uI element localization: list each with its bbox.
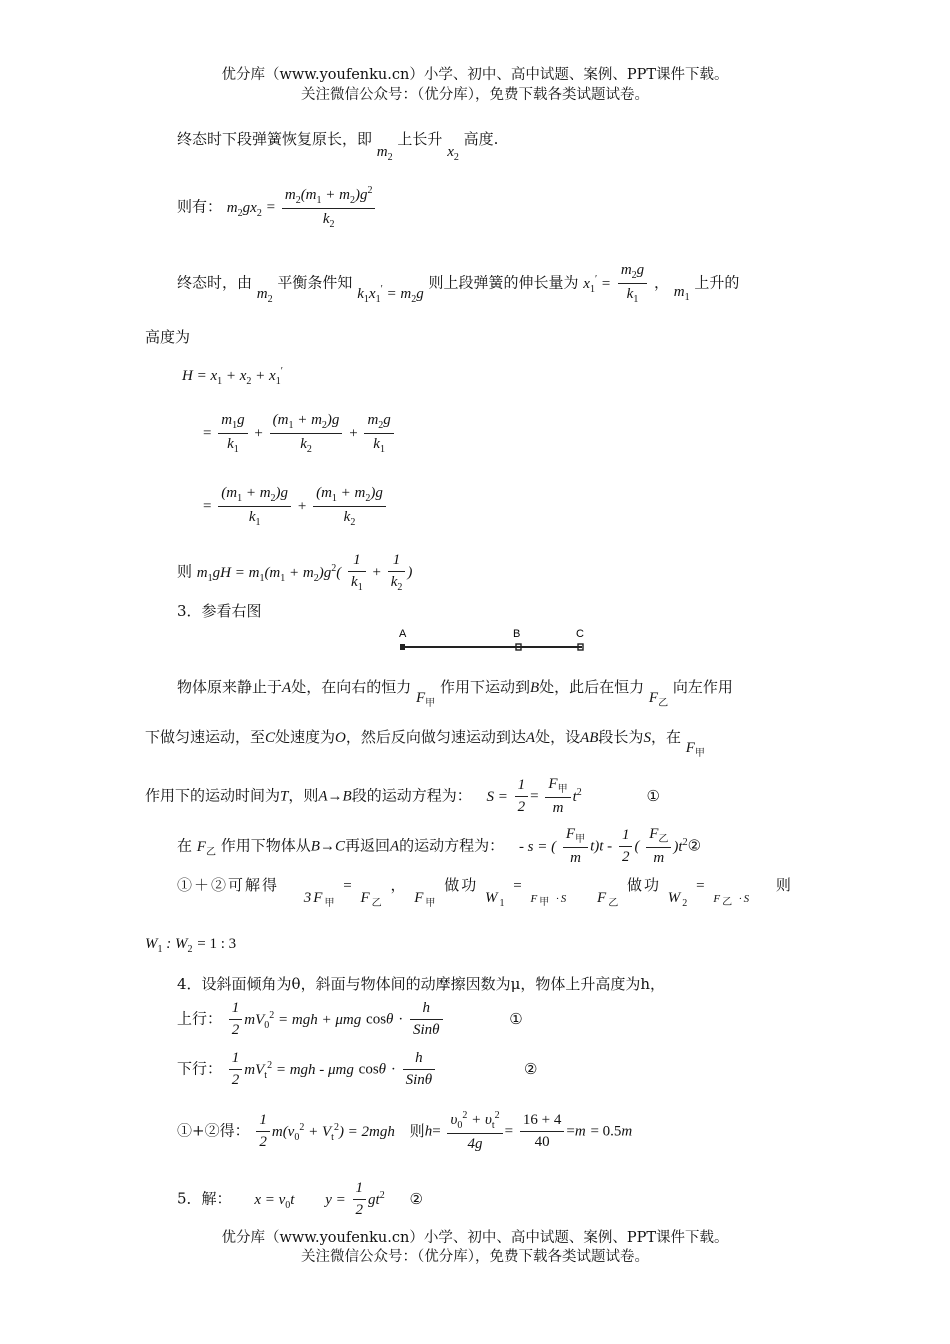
- page-footer-line1: 优分库（www.youfenku.cn）小学、初中、高中试题、案例、PPT课件下载。: [221, 1230, 729, 1246]
- page-header-line2: 关注微信公众号：（优分库），免费下载各类试题试卷。: [301, 87, 649, 103]
- equation-spring-lower: 则有： $m_2gx_2$ = $\frac{m_2(m_1 + m_2)g^2}{k_2}$: [177, 185, 377, 230]
- paragraph-height: 高度为: [145, 328, 191, 346]
- question-3-line5: ①＋②可解得 $3F_甲 = F_乙$ ， $F_甲$ 做功 $W_1 = _{F_甲 \cdot S}$ $F_乙$ 做功 $W_2 = _{F_乙 \cdot S}$ 则: [177, 876, 793, 909]
- equation-height-simplified: = $\frac{(m_1 + m_2)g}{k_1}$ + $\frac{(m_1 + m_2)g}{k_2}$: [203, 485, 388, 528]
- equation-height-sum: $H = x_1 + x_2 + x_1'$: [182, 366, 283, 387]
- point-a-marker: [400, 644, 405, 650]
- figure-label-b: B: [513, 628, 521, 640]
- equation-potential-energy: 则 $m_1gH = m_1(m_1 + m_2)g^2$( $\frac{1}{k_1}$ + $\frac{1}{k_2}$ ): [177, 552, 413, 593]
- page-header-line1: 优分库（www.youfenku.cn）小学、初中、高中试题、案例、PPT课件下载。: [221, 67, 729, 83]
- equation-work-ratio: $W_1$ : $W_2 = 1$ : 3: [145, 936, 237, 955]
- figure-label-c: C: [576, 628, 584, 640]
- question-3-line1: 物体原来静止于A处，在向右的恒力 $F_甲$ 作用下运动到B处，此后在恒力 $F_乙$ 向左作用: [177, 678, 733, 709]
- equation-upward: 上行： $\frac{1}{2}$ $mV_0^2$ = mgh + μmg cosθ · $\frac{h}{\text{Sinθ}}$ ①: [177, 1000, 523, 1038]
- equation-height-expanded: = $\frac{m_1g}{k_1}$ + $\frac{(m_1 + m_2)g}{k_2}$ + $\frac{m_2g}{k_1}$: [203, 412, 396, 455]
- page-footer-line2: 关注微信公众号：（优分库），免费下载各类试题试卷。: [301, 1249, 649, 1265]
- figure-label-a: A: [399, 628, 407, 640]
- question-3-line2: 下做匀速运动，至C处速度为O，然后反向做匀速运动到达A处，设AB段长为S，在 $F_甲$: [145, 728, 705, 759]
- equation-downward: 下行： $\frac{1}{2}$ $mV_t^2$ = mgh - μmg cosθ · $\frac{h}{\text{Sinθ}}$ ②: [177, 1050, 538, 1088]
- equation-combined: ①+②得： $\frac{1}{2}$ $m(v_0^2 + V_t^2) = 2mgh$ 则h= $\frac{\upsilon_0^2 + \upsilon_t^2}{4g}$ = $\frac{16 + 4}{40}$ =m = 0.5m: [177, 1110, 633, 1152]
- question-3-line3: 作用下的运动时间为T，则A→B段的运动方程为： S = $\frac{1}{2}$ = $\frac{F_甲}{m}$ $t^2$ ①: [145, 776, 660, 816]
- abc-line-figure: [395, 625, 595, 657]
- question-3-title: 3．参看右图: [177, 602, 262, 620]
- paragraph-final-state: 终态时下段弹簧恢复原长，即 $m_2$ 上长升 $x_2$ 高度.: [177, 130, 499, 163]
- question-4-title: 4．设斜面倾角为θ，斜面与物体间的动摩擦因数为μ，物体上升高度为h，: [177, 975, 665, 993]
- question-3-line4: 在 $F_乙$ 作用下物体从B→C再返回A的运动方程为： - s = ( $\frac{F_甲}{m}$ t)t - $\frac{1}{2}$ ( $\frac{F_乙}{m}$ )$t^2②$: [177, 826, 702, 866]
- paragraph-equilibrium: 终态时，由 $m_2$ 平衡条件知 $k_1x_1' = m_2g$ 则上段弹簧的伸长量为 $x_1'$ = $\frac{m_2g}{k_1}$ ， $m_1$ 上升的: [177, 262, 740, 305]
- question-5-line: 5．解： $x = v_0t$ y = $\frac{1}{2}$ $gt^2$ ②: [177, 1180, 423, 1218]
